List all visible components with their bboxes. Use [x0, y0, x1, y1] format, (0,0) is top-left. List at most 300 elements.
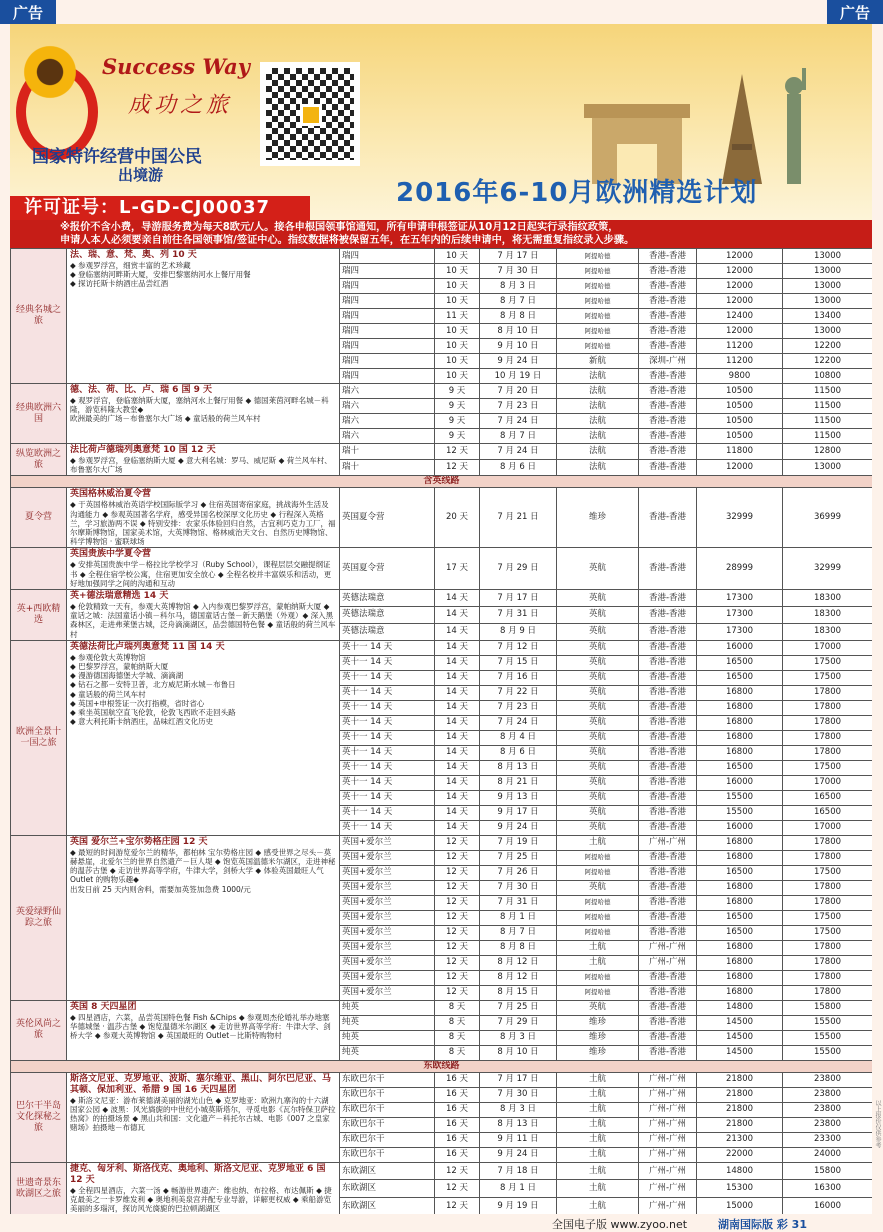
route-code: 英国+爱尔兰	[340, 850, 435, 865]
route-code: 纯英	[340, 1030, 435, 1045]
route-code: 瑞四	[340, 294, 435, 309]
adult-price: 16500	[697, 910, 783, 925]
airline: 土航	[557, 1117, 639, 1132]
itinerary-description	[67, 548, 340, 590]
region-label: 英伦风尚之旅	[11, 1000, 67, 1060]
departure-date: 7 月 29 日	[480, 1015, 557, 1030]
single-price: 23800	[783, 1102, 873, 1117]
adult-price: 16000	[697, 820, 783, 835]
itinerary-description	[67, 590, 340, 641]
airline: 维珍	[557, 1030, 639, 1045]
single-price: 17800	[783, 700, 873, 715]
gateway: 香港-香港	[639, 1030, 697, 1045]
single-price: 17000	[783, 820, 873, 835]
airline: 英航	[557, 655, 639, 670]
ad-label-left: 广告	[0, 0, 56, 24]
adult-price: 16800	[697, 835, 783, 850]
route-code: 瑞十	[340, 460, 435, 476]
gateway: 香港-香港	[639, 880, 697, 895]
duration: 14 天	[435, 685, 480, 700]
route-code: 英十一 14 天	[340, 760, 435, 775]
adult-price: 15500	[697, 790, 783, 805]
departure-date: 7 月 12 日	[480, 640, 557, 655]
airline: 土航	[557, 955, 639, 970]
single-price: 17800	[783, 880, 873, 895]
notice-line: ※报价不含小费，导游服务费为每天8欧元/人。接各申根国领事馆通知，所有申请申根签证从10月12日起实行录指纹政策，	[60, 222, 619, 233]
route-code: 英国+爱尔兰	[340, 955, 435, 970]
route-code: 英德法瑞意	[340, 606, 435, 623]
route-code: 英国+爱尔兰	[340, 880, 435, 895]
adult-price: 14800	[697, 1162, 783, 1180]
itinerary-title: 英国 爱尔兰+宝尔势格庄园 12 天	[70, 836, 208, 847]
duration: 12 天	[435, 955, 480, 970]
region-label: 巴尔干半岛文化探秘之旅	[11, 1072, 67, 1162]
adult-price: 16800	[697, 970, 783, 985]
departure-date: 8 月 4 日	[480, 730, 557, 745]
departure-date: 8 月 6 日	[480, 745, 557, 760]
itinerary-description	[67, 640, 340, 835]
itinerary-title: 英国 8 天四星团	[70, 1001, 137, 1012]
duration: 14 天	[435, 700, 480, 715]
adult-price: 22000	[697, 1147, 783, 1162]
airline: 阿提哈德	[557, 249, 639, 264]
airline: 土航	[557, 835, 639, 850]
itinerary-title: 英+德法瑞意精选 14 天	[70, 591, 169, 602]
itinerary-description	[67, 444, 340, 476]
gateway: 香港-香港	[639, 655, 697, 670]
adult-price: 21800	[697, 1072, 783, 1087]
duration: 14 天	[435, 820, 480, 835]
gateway: 香港-香港	[639, 865, 697, 880]
adult-price: 16000	[697, 640, 783, 655]
itinerary-highlights: ◆ 于英国格林威治英语学校国际版学习 ◆ 住宿英国寄宿家庭，挑战海外生活及沟通能力 ◆ 参观英国著名学府，感受异国名校深厚文化历史 ◆ 行程深入英格兰，学习旅游两不误 ◆ 特别安排：农家乐体验回归自然，古宜利巧克力工厂，福尔摩斯博物馆，国家美术馆，大英博物馆、格林威治天文台、自然历史博物馆、科学博物馆 · 蜜联球场	[70, 500, 336, 547]
departure-date: 9 月 17 日	[480, 805, 557, 820]
single-price: 16500	[783, 790, 873, 805]
table-row	[11, 444, 873, 460]
airline: 土航	[557, 1132, 639, 1147]
departure-date: 9 月 24 日	[480, 820, 557, 835]
duration: 16 天	[435, 1087, 480, 1102]
gateway: 香港-香港	[639, 790, 697, 805]
route-code: 英十一 14 天	[340, 715, 435, 730]
duration: 14 天	[435, 775, 480, 790]
duration: 10 天	[435, 324, 480, 339]
airline: 土航	[557, 1102, 639, 1117]
adult-price: 28999	[697, 548, 783, 590]
duration: 12 天	[435, 940, 480, 955]
airline: 英航	[557, 730, 639, 745]
departure-date: 7 月 17 日	[480, 249, 557, 264]
departure-date: 8 月 7 日	[480, 294, 557, 309]
gateway: 香港-香港	[639, 606, 697, 623]
airline: 维珍	[557, 1015, 639, 1030]
itinerary-highlights: ◆ 参观伦敦大英博物馆 ◆ 巴黎罗浮宫，蒙帕纳斯大厦 ◆ 漫游德国海德堡大学城、滴滴湖 ◆ 钻石之都－安特卫普，北方威尼斯水城－布鲁日 ◆ 童话般的荷兰风车村 ◆ 英国+申根签证一次打指模，省时省心 ◆ 乘坐英国航空直飞伦敦，伦敦飞西欧不走回头路 ◆ 意大利托斯卡纳酒庄，品味红酒文化历史	[70, 652, 236, 727]
single-price: 13400	[783, 309, 873, 324]
departure-date: 8 月 6 日	[480, 460, 557, 476]
duration: 12 天	[435, 444, 480, 460]
airline: 法航	[557, 444, 639, 460]
airline: 英航	[557, 715, 639, 730]
airline: 法航	[557, 399, 639, 414]
gateway: 广州-广州	[639, 1197, 697, 1214]
adult-price: 21800	[697, 1087, 783, 1102]
itinerary-description	[67, 835, 340, 1000]
table-row	[11, 1072, 873, 1087]
adult-price: 32999	[697, 488, 783, 548]
departure-date: 7 月 24 日	[480, 715, 557, 730]
qr-code-icon[interactable]	[260, 62, 360, 166]
route-code: 英国+爱尔兰	[340, 925, 435, 940]
single-price: 16500	[783, 805, 873, 820]
adult-price: 16800	[697, 715, 783, 730]
gateway: 香港-香港	[639, 925, 697, 940]
ad-label-right: 广告	[827, 0, 883, 24]
gateway: 香港-香港	[639, 820, 697, 835]
departure-date: 8 月 21 日	[480, 775, 557, 790]
adult-price: 14500	[697, 1030, 783, 1045]
duration: 12 天	[435, 985, 480, 1000]
route-code: 东欧巴尔干	[340, 1102, 435, 1117]
airline: 土航	[557, 1072, 639, 1087]
gateway: 广州-广州	[639, 835, 697, 850]
adult-price: 17300	[697, 606, 783, 623]
gateway: 香港-香港	[639, 730, 697, 745]
brand-name-en: Success Way	[102, 54, 250, 79]
route-code: 瑞四	[340, 369, 435, 384]
airline: 英航	[557, 745, 639, 760]
adult-price: 11200	[697, 354, 783, 369]
departure-date: 7 月 15 日	[480, 655, 557, 670]
footer	[0, 1214, 883, 1230]
route-code: 瑞四	[340, 309, 435, 324]
table-row	[11, 548, 873, 590]
itinerary-title: 德、法、荷、比、卢、瑞 6 国 9 天	[70, 385, 213, 395]
adult-price: 12000	[697, 460, 783, 476]
route-code: 英十一 14 天	[340, 745, 435, 760]
single-price: 17500	[783, 865, 873, 880]
route-code: 英十一 14 天	[340, 640, 435, 655]
adult-price: 15500	[697, 805, 783, 820]
adult-price: 16500	[697, 760, 783, 775]
gateway: 香港-香港	[639, 384, 697, 399]
departure-date: 8 月 3 日	[480, 1102, 557, 1117]
gateway: 香港-香港	[639, 1000, 697, 1015]
duration: 10 天	[435, 249, 480, 264]
page-title: 2016年6-10月欧洲精选计划	[396, 178, 758, 208]
adult-price: 16800	[697, 700, 783, 715]
single-price: 13000	[783, 249, 873, 264]
adult-price: 16500	[697, 925, 783, 940]
airline: 土航	[557, 1087, 639, 1102]
duration: 16 天	[435, 1147, 480, 1162]
departure-date: 9 月 11 日	[480, 1132, 557, 1147]
adult-price: 21800	[697, 1117, 783, 1132]
airline: 英航	[557, 760, 639, 775]
duration: 12 天	[435, 925, 480, 940]
gateway: 广州-广州	[639, 940, 697, 955]
gateway: 香港-香港	[639, 760, 697, 775]
airline: 土航	[557, 1197, 639, 1214]
route-code: 英国+爱尔兰	[340, 985, 435, 1000]
route-code: 东欧巴尔干	[340, 1072, 435, 1087]
table-row	[11, 835, 873, 850]
adult-price: 14800	[697, 1000, 783, 1015]
airline: 阿提哈德	[557, 985, 639, 1000]
departure-date: 8 月 7 日	[480, 429, 557, 444]
single-price: 36999	[783, 488, 873, 548]
single-price: 17800	[783, 685, 873, 700]
single-price: 15500	[783, 1045, 873, 1060]
single-price: 17500	[783, 910, 873, 925]
gateway: 香港-香港	[639, 670, 697, 685]
itinerary-highlights: ◆ 斯洛文尼亚：游布莱德湖美丽的湖光山色 ◆ 克罗地亚：欧洲九寨沟的十六湖国家公园 ◆ 波黑：风光旖旎的中世纪小城莫斯塔尔，寻觅电影《瓦尔特保卫萨拉热窝》的拍摄场景 ◆ 黑山共和国：文化遗产－科托尔古城、电影《007 之皇家赌场》拍摄地－布德瓦	[70, 1095, 336, 1133]
single-price: 17800	[783, 745, 873, 760]
region-label: 世遗奇景东欧湖区之旅	[11, 1162, 67, 1214]
table-row	[11, 488, 873, 548]
gateway: 香港-香港	[639, 895, 697, 910]
duration: 12 天	[435, 865, 480, 880]
departure-date: 8 月 12 日	[480, 970, 557, 985]
route-code: 瑞四	[340, 264, 435, 279]
adult-price: 16800	[697, 880, 783, 895]
itinerary-highlights: ◆ 参观罗浮宫，细赏丰富的艺术珍藏 ◆ 登临塞纳河畔斯大厦，安排巴黎塞纳河水上餐厅用餐 ◆ 探访托斯卡纳酒庄品尝红酒	[70, 261, 251, 289]
itinerary-title: 法比荷卢德瑞列奥意梵 10 国 12 天	[70, 445, 216, 455]
gateway: 香港-香港	[639, 399, 697, 414]
departure-date: 9 月 19 日	[480, 1197, 557, 1214]
region-label: 英+西欧精选	[11, 590, 67, 641]
airline: 法航	[557, 429, 639, 444]
airline: 英航	[557, 1000, 639, 1015]
single-price: 15800	[783, 1162, 873, 1180]
duration: 12 天	[435, 970, 480, 985]
duration: 10 天	[435, 339, 480, 354]
departure-date: 7 月 31 日	[480, 606, 557, 623]
single-price: 15800	[783, 1000, 873, 1015]
duration: 14 天	[435, 640, 480, 655]
departure-date: 7 月 29 日	[480, 548, 557, 590]
route-code: 纯英	[340, 1045, 435, 1060]
duration: 12 天	[435, 1162, 480, 1180]
single-price: 17500	[783, 655, 873, 670]
gateway: 广州-广州	[639, 1132, 697, 1147]
landmarks-illustration-icon	[572, 64, 832, 184]
route-code: 纯英	[340, 1000, 435, 1015]
airline: 英航	[557, 790, 639, 805]
route-code: 英国+爱尔兰	[340, 940, 435, 955]
duration: 14 天	[435, 623, 480, 640]
duration: 14 天	[435, 790, 480, 805]
route-code: 英十一 14 天	[340, 700, 435, 715]
single-price: 17800	[783, 970, 873, 985]
single-price: 23800	[783, 1117, 873, 1132]
route-code: 英国夏令营	[340, 488, 435, 548]
table-row	[11, 384, 873, 399]
itinerary-title: 英德法荷比卢瑞列奥意梵 11 国 14 天	[70, 641, 225, 652]
section-heading: 东欧线路	[11, 1060, 873, 1072]
gateway: 香港-香港	[639, 1015, 697, 1030]
route-code: 英国+爱尔兰	[340, 970, 435, 985]
duration: 14 天	[435, 805, 480, 820]
route-code: 英德法瑞意	[340, 590, 435, 607]
airline: 阿提哈德	[557, 850, 639, 865]
region-label: 经典名城之旅	[11, 249, 67, 384]
route-code: 瑞四	[340, 324, 435, 339]
airline: 法航	[557, 414, 639, 429]
adult-price: 17300	[697, 590, 783, 607]
side-note: 以上报价仅供参考	[874, 1100, 881, 1148]
departure-date: 8 月 13 日	[480, 760, 557, 775]
duration: 12 天	[435, 880, 480, 895]
single-price: 17800	[783, 985, 873, 1000]
airline: 土航	[557, 1162, 639, 1180]
gateway: 香港-香港	[639, 590, 697, 607]
single-price: 23800	[783, 1087, 873, 1102]
airline: 英航	[557, 640, 639, 655]
adult-price: 16800	[697, 940, 783, 955]
duration: 9 天	[435, 384, 480, 399]
departure-date: 9 月 13 日	[480, 790, 557, 805]
single-price: 17800	[783, 850, 873, 865]
adult-price: 16000	[697, 775, 783, 790]
airline: 阿提哈德	[557, 324, 639, 339]
footer-website[interactable]: 全国电子版 www.zyoo.net	[552, 1218, 688, 1231]
airline: 阿提哈德	[557, 910, 639, 925]
departure-date: 7 月 17 日	[480, 590, 557, 607]
duration: 12 天	[435, 835, 480, 850]
region-label: 夏令营	[11, 488, 67, 548]
adult-price: 16800	[697, 685, 783, 700]
airline: 土航	[557, 1147, 639, 1162]
single-price: 15500	[783, 1015, 873, 1030]
gateway: 香港-香港	[639, 460, 697, 476]
departure-date: 8 月 1 日	[480, 910, 557, 925]
gateway: 香港-香港	[639, 309, 697, 324]
route-code: 英十一 14 天	[340, 655, 435, 670]
departure-date: 9 月 24 日	[480, 1147, 557, 1162]
departure-date: 8 月 1 日	[480, 1180, 557, 1198]
single-price: 15500	[783, 1030, 873, 1045]
adult-price: 16800	[697, 745, 783, 760]
duration: 14 天	[435, 730, 480, 745]
gateway: 广州-广州	[639, 1087, 697, 1102]
route-code: 东欧巴尔干	[340, 1087, 435, 1102]
airline: 英航	[557, 685, 639, 700]
itinerary-title: 斯洛文尼亚、克罗地亚、波斯、塞尔维亚、黑山、阿尔巴尼亚、马其顿、保加利亚、希腊 9 国 16 天四星团	[70, 1073, 332, 1095]
departure-date: 10 月 19 日	[480, 369, 557, 384]
single-price: 18300	[783, 590, 873, 607]
gateway: 香港-香港	[639, 745, 697, 760]
region-label: 经典欧洲六国	[11, 384, 67, 444]
duration: 12 天	[435, 460, 480, 476]
route-code: 英十一 14 天	[340, 775, 435, 790]
airline: 英航	[557, 623, 639, 640]
airline: 新航	[557, 354, 639, 369]
route-code: 东欧巴尔干	[340, 1117, 435, 1132]
airline: 英航	[557, 700, 639, 715]
table-row	[11, 590, 873, 607]
itinerary-highlights: ◆ 最短的时间游览爱尔兰的精华，都柏林 宝尔势格庄园 ◆ 感受世界之尽头－莫赫悬崖，北爱尔兰的世界自然遗产－巨人堤 ◆ 饱览英国温德米尔湖区，走进神秘的温莎古堡 ◆ 走访世界高等学府，牛津大学，剑桥大学 ◆ 体验英国最旺人气 Outlet 的购物乐趣◆ 出发日前 25 天内则舍料，需要加英签加急费 1000/元	[70, 847, 336, 894]
route-code: 英德法瑞意	[340, 623, 435, 640]
duration: 12 天	[435, 1180, 480, 1198]
gateway: 香港-香港	[639, 369, 697, 384]
itinerary-title: 英国贵族中学夏令营	[70, 549, 152, 560]
adult-price: 16500	[697, 670, 783, 685]
single-price: 10800	[783, 369, 873, 384]
gateway: 香港-香港	[639, 910, 697, 925]
duration: 16 天	[435, 1132, 480, 1147]
single-price: 17800	[783, 955, 873, 970]
duration: 14 天	[435, 760, 480, 775]
region-label: 欧洲全景十一国之旅	[11, 640, 67, 835]
adult-price: 21800	[697, 1102, 783, 1117]
departure-date: 7 月 24 日	[480, 444, 557, 460]
gateway: 广州-广州	[639, 1102, 697, 1117]
gateway: 香港-香港	[639, 805, 697, 820]
route-code: 瑞六	[340, 414, 435, 429]
adult-price: 16500	[697, 655, 783, 670]
airline: 英航	[557, 820, 639, 835]
itinerary-description	[67, 488, 340, 548]
route-code: 英国+爱尔兰	[340, 835, 435, 850]
gateway: 广州-广州	[639, 1180, 697, 1198]
gateway: 香港-香港	[639, 623, 697, 640]
single-price: 18300	[783, 623, 873, 640]
duration: 8 天	[435, 1015, 480, 1030]
gateway: 广州-广州	[639, 1162, 697, 1180]
departure-date: 8 月 9 日	[480, 623, 557, 640]
departure-date: 8 月 13 日	[480, 1117, 557, 1132]
adult-price: 16800	[697, 730, 783, 745]
gateway: 香港-香港	[639, 985, 697, 1000]
tour-table-container	[10, 248, 872, 1214]
single-price: 17800	[783, 940, 873, 955]
departure-date: 7 月 18 日	[480, 1162, 557, 1180]
duration: 10 天	[435, 369, 480, 384]
license-number: 许可证号：L-GD-CJ00037	[10, 196, 310, 220]
adult-price: 15000	[697, 1197, 783, 1214]
departure-date: 8 月 10 日	[480, 324, 557, 339]
adult-price: 16500	[697, 865, 783, 880]
route-code: 瑞四	[340, 279, 435, 294]
sunflower-icon	[20, 42, 80, 102]
gateway: 香港-香港	[639, 548, 697, 590]
single-price: 12200	[783, 354, 873, 369]
itinerary-description	[67, 249, 340, 384]
table-row	[11, 1162, 873, 1180]
airline: 法航	[557, 369, 639, 384]
gateway: 香港-香港	[639, 488, 697, 548]
adult-price: 15300	[697, 1180, 783, 1198]
duration: 12 天	[435, 1197, 480, 1214]
airline: 英航	[557, 590, 639, 607]
departure-date: 9 月 10 日	[480, 339, 557, 354]
route-code: 英国夏令营	[340, 548, 435, 590]
duration: 8 天	[435, 1045, 480, 1060]
single-price: 24000	[783, 1147, 873, 1162]
single-price: 23300	[783, 1132, 873, 1147]
departure-date: 8 月 3 日	[480, 1030, 557, 1045]
itinerary-highlights: ◆ 全程四星酒店，六菜一汤 ◆ 畅游世界遗产：维也纳、布拉格、布达佩斯 ◆ 捷克最美之一卡罗维发利 ◆ 奥地利美泉宫并配专业导游，详解更权威 ◆ 乘船游览美丽的多瑙河，探访风光旖旎的巴拉顿湖湖区	[70, 1185, 332, 1214]
airline: 英航	[557, 880, 639, 895]
duration: 14 天	[435, 655, 480, 670]
single-price: 32999	[783, 548, 873, 590]
adult-price: 12000	[697, 249, 783, 264]
adult-price: 12000	[697, 294, 783, 309]
gateway: 香港-香港	[639, 700, 697, 715]
route-code: 瑞六	[340, 384, 435, 399]
gateway: 香港-香港	[639, 324, 697, 339]
duration: 14 天	[435, 606, 480, 623]
